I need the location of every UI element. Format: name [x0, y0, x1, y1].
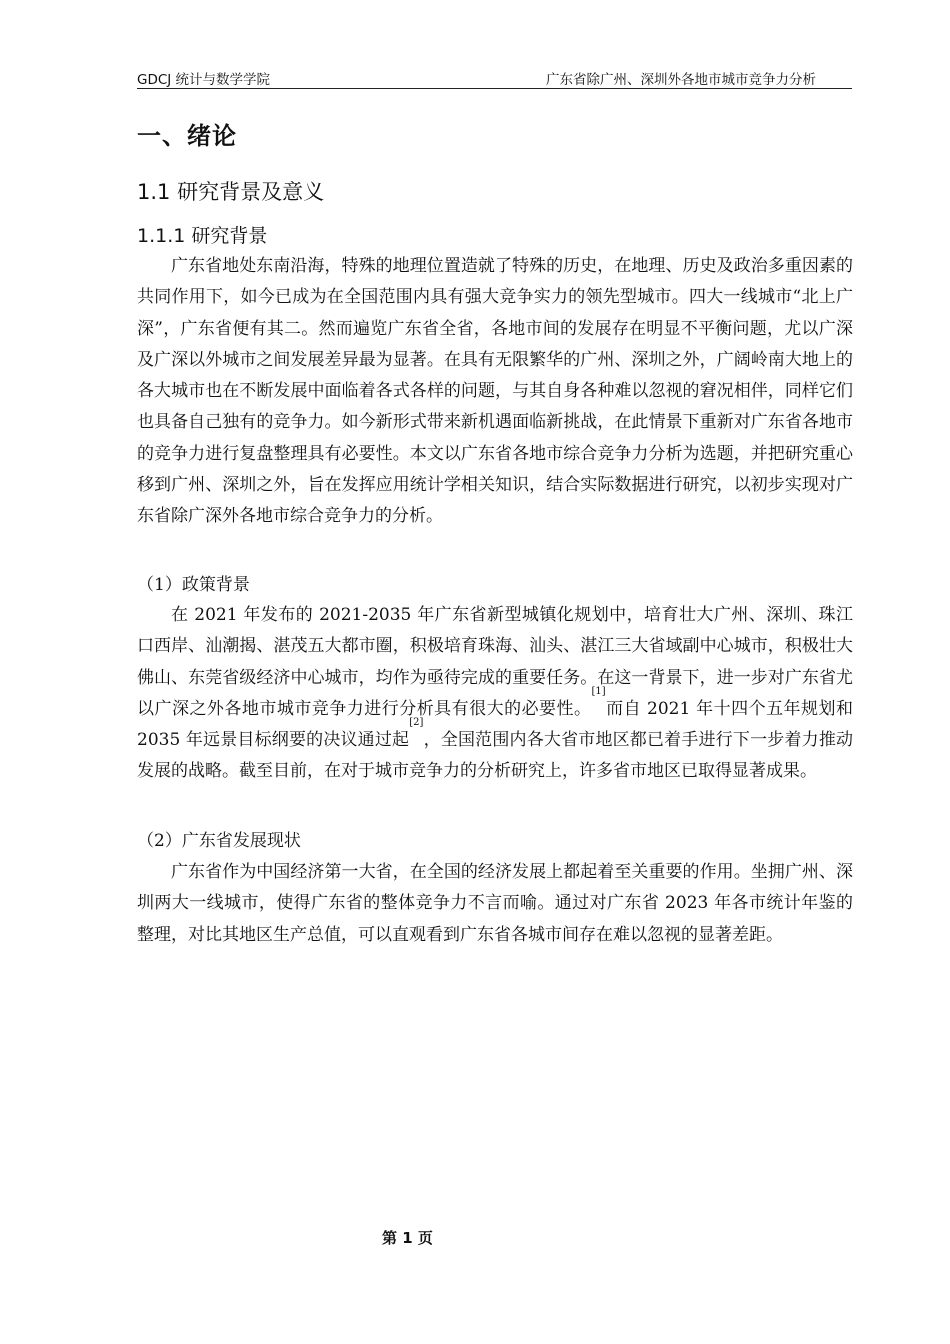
subsection-title: 1.1.1 研究背景: [137, 225, 268, 247]
label-policy-background: （1）政策背景: [137, 575, 250, 595]
paragraph-policy-part3: ，全国范围内各大省市地区都已着手进行下一步着力推动发展的战略。截至目前，在对于城市竞争力的分析研究上，许多省市地区已取得显著成果。: [137, 730, 854, 782]
section-title: 1.1 研究背景及意义: [137, 180, 325, 204]
chapter-title: 一、绪论: [137, 122, 237, 150]
page-number: 第 1 页: [382, 1229, 433, 1247]
header-left-text: GDCJ 统计与数学学院: [137, 72, 271, 88]
label-development-status: （2）广东省发展现状: [137, 831, 301, 851]
paragraph-policy-background: [137, 600, 853, 788]
citation-ref-1[interactable]: [1]: [591, 685, 606, 697]
paragraph-development-status: 广东省作为中国经济第一大省，在全国的经济发展上都起着至关重要的作用。坐拥广州、深圳两大一线城市，使得广东省的整体竞争力不言而喻。通过对广东省 2023 年各市统计年鉴的整理，对比其地区生产总值，可以直观看到广东省各城市间存在难以忽视的显著差距。: [137, 862, 853, 945]
header-right-text: 广东省除广州、深圳外各地市城市竞争力分析: [546, 72, 816, 88]
paragraph-policy-part2: 而自 2021 年十四个五年规划和 2035 年远景目标纲要的决议通过起: [137, 698, 853, 751]
paragraph-policy-part1: 在 2021 年发布的 2021-2035 年广东省新型城镇化规划中，培育壮大广州、深圳、珠江口西岸、汕潮揭、湛茂五大都市圈，积极培育珠海、汕头、湛江三大省域副中心城市，积极壮大佛山、东莞省级经济中心城市，均作为亟待完成的重要任务。在这一背景下，进一步对广东省尤以广深之外各地市城市竞争力进行分析具有很大的必要性。: [137, 605, 853, 719]
page-header: [137, 60, 852, 89]
paragraph-research-background: 广东省地处东南沿海，特殊的地理位置造就了特殊的历史，在地理、历史及政治多重因素的共同作用下，如今已成为在全国范围内具有强大竞争实力的领先型城市。四大一线城市“北上广深”，广东省便有其二。然而遍览广东省全省，各地市间的发展存在明显不平衡问题，尤以广深及广深以外城市之间发展差异最为显著。在具有无限繁华的广州、深圳之外，广阔岭南大地上的各大城市也在不断发展中面临着各式各样的问题，与其自身各种难以忽视的窘况相伴，同样它们也具备自己独有的竞争力。如今新形式带来新机遇面临新挑战，在此情景下重新对广东省各地市的竞争力进行复盘整理具有必要性。本文以广东省各地市综合竞争力分析为选题，并把研究重心移到广州、深圳之外，旨在发挥应用统计学相关知识，结合实际数据进行研究，以初步实现对广东省除广深外各地市综合竞争力的分析。: [137, 256, 853, 527]
citation-ref-2[interactable]: [2]: [409, 717, 424, 729]
